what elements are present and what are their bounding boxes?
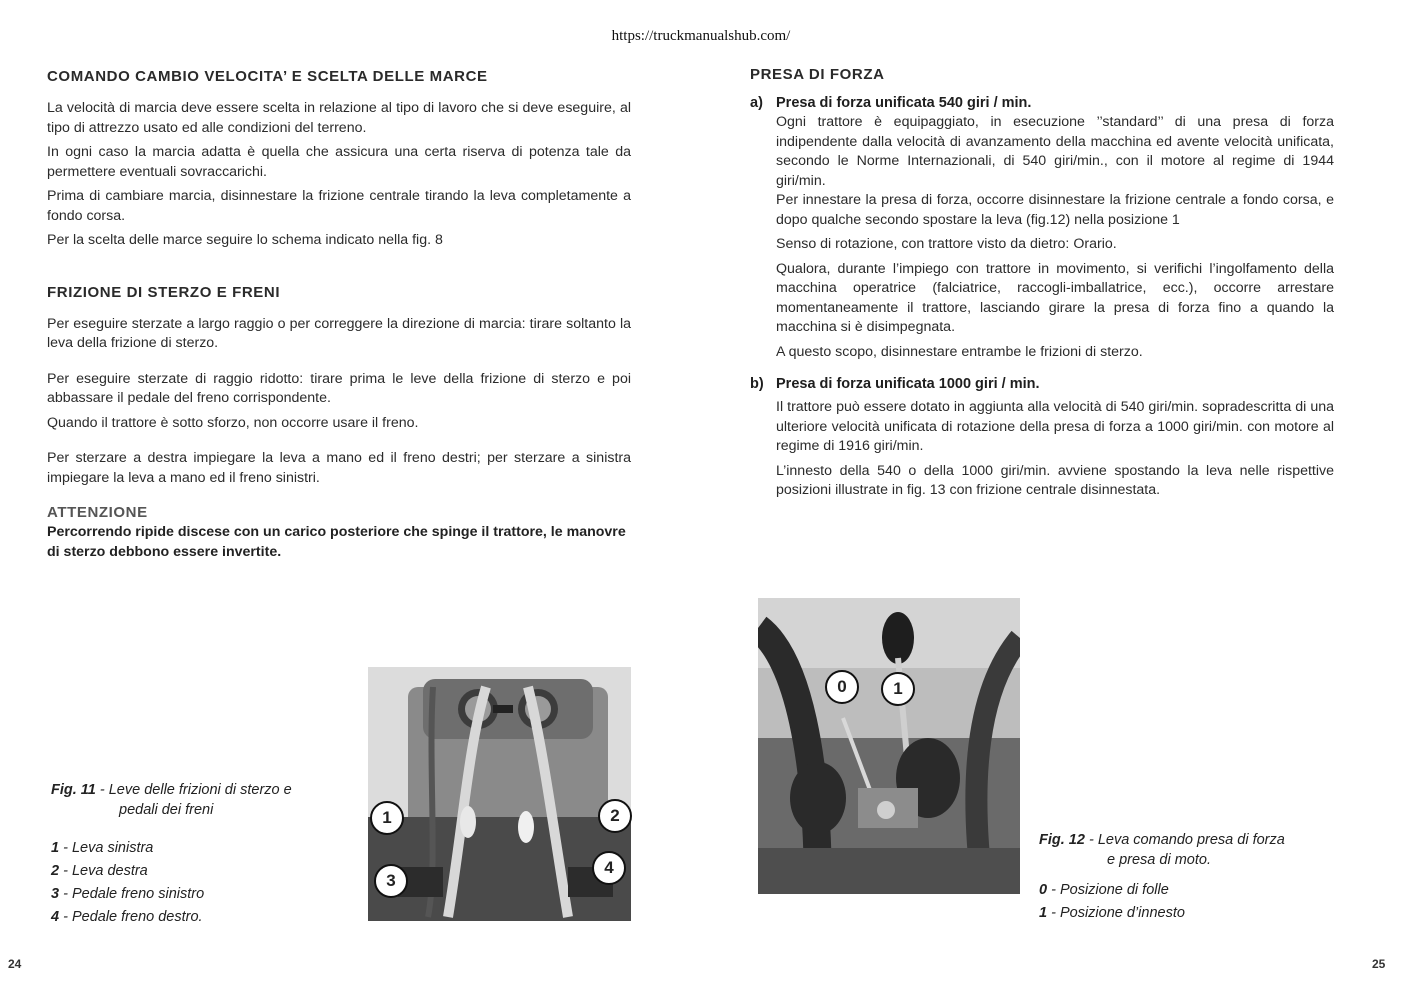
subsection-b-title: b) Presa di forza unificata 1000 giri / min. (750, 376, 1040, 392)
paragraph: L’innesto della 540 o della 1000 giri/min. avviene spostando la leva nelle rispettive posizioni illustrate in fig. 13 con frizione centrale disinnestata. (776, 462, 1334, 498)
fig11-caption-line2: pedali dei freni (119, 802, 214, 818)
fig11-legend-item: 2 - Leva destra (51, 863, 148, 879)
callout-3: 3 (374, 864, 408, 898)
paragraph: Per eseguire sterzate a largo raggio o per correggere la direzione di marcia: tirare soltanto la leva della frizione di sterzo. (47, 315, 631, 351)
section-title-steering-brakes: FRIZIONE DI STERZO E FRENI (47, 283, 281, 301)
subsection-a-title: a) Presa di forza unificata 540 giri / min. (750, 95, 1032, 111)
fig11-legend-item: 4 - Pedale freno destro. (51, 909, 203, 925)
callout-2: 2 (598, 799, 632, 833)
paragraph: Per la scelta delle marce seguire lo schema indicato nella fig. 8 (47, 232, 443, 248)
fig12-legend-item: 1 - Posizione d’innesto (1039, 905, 1185, 921)
fig12-caption-line1: - Leva comando presa di forza (1088, 832, 1285, 848)
paragraph: La velocità di marcia deve essere scelta in relazione al tipo di lavoro che si deve eseguire, al tipo di attrezzo usato ed alle condizioni del terreno. (47, 100, 631, 136)
right-page-text (750, 66, 1334, 506)
paragraph: Per innestare la presa di forza, occorre disinnestare la frizione centrale a fondo corsa, e dopo qualche secondo spostare la leva (fig.12) nella posizione 1 (776, 192, 1334, 228)
callout-4: 4 (592, 851, 626, 885)
callout-1: 1 (881, 672, 915, 706)
fig12-photo (758, 598, 1020, 894)
page-number-left: 24 (8, 957, 22, 971)
attention-text: Percorrendo ripide discese con un carico posteriore che spinge il trattore, le manovre di sterzo debbono essere invertite. (47, 524, 626, 560)
paragraph: Qualora, durante l’impiego con trattore in movimento, si verifichi l’ingolfamento della macchina operatrice (falciatrice, raccogli-imballatrice, ecc.), occorre arrestare momentaneamente il trattore, lasciando girare la presa di forza fino a quando la macchina si è disimpegnata. (776, 260, 1334, 335)
left-page-text (47, 68, 631, 562)
section-title-pto: PRESA DI FORZA (750, 66, 885, 83)
paragraph: Il trattore può essere dotato in aggiunta alla velocità di 540 giri/min. sopradescritta di una ulteriore velocità unificata di rotazione della presa di forza a 1000 giri/min. con motore al regime di 1916 giri/min. (776, 399, 1334, 454)
page-number-right: 25 (1372, 957, 1386, 971)
paragraph: A questo scopo, disinnestare entrambe le frizioni di sterzo. (776, 343, 1143, 360)
paragraph: In ogni caso la marcia adatta è quella che assicura una certa riserva di potenza tale da permettere eventuali sovraccarichi. (47, 144, 631, 180)
fig12-label: Fig. 12 (1039, 832, 1085, 848)
paragraph: Per eseguire sterzate di raggio ridotto: tirare prima le leve della frizione di sterzo e poi abbassare il pedale del freno corrispondente. (47, 370, 631, 406)
pto-lever-illustration (758, 598, 1020, 894)
fig11-caption (51, 780, 356, 929)
paragraph: Quando il trattore è sotto sforzo, non occorre usare il freno. (47, 414, 419, 431)
callout-0: 0 (825, 670, 859, 704)
fig11-label: Fig. 11 (51, 782, 96, 798)
fig11-legend-item: 3 - Pedale freno sinistro (51, 886, 205, 902)
paragraph: Ogni trattore è equipaggiato, in esecuzione ’’standard’’ di una presa di forza indipendente dalla velocità di avanzamento della macchina ed avente velocità unificata, secondo le Norme Internazionali, di 540 giri/min., con il motore al regime di 1944 giri/min. (776, 114, 1334, 189)
paragraph: Prima di cambiare marcia, disinnestare la frizione centrale tirando la leva completamente a fondo corsa. (47, 188, 631, 224)
paragraph: Per sterzare a destra impiegare la leva a mano ed il freno destri; per sterzare a sinistra impiegare la leva a mano ed il freno sinistri. (47, 450, 631, 486)
fig12-caption-line2: e presa di moto. (1107, 852, 1211, 868)
source-url[interactable]: https://truckmanualshub.com/ (611, 28, 791, 44)
section-title-gear-change: COMANDO CAMBIO VELOCITA’ E SCELTA DELLE MARCE (47, 68, 488, 85)
callout-1: 1 (370, 801, 404, 835)
fig12-caption (1039, 830, 1349, 925)
paragraph: Senso di rotazione, con trattore visto da dietro: Orario. (776, 236, 1117, 252)
fig12-legend-item: 0 - Posizione di folle (1039, 882, 1169, 898)
fig11-caption-line1: - Leve delle frizioni di sterzo e (99, 782, 292, 798)
fig11-legend-item: 1 - Leva sinistra (51, 840, 154, 856)
attention-title: ATTENZIONE (47, 504, 148, 521)
